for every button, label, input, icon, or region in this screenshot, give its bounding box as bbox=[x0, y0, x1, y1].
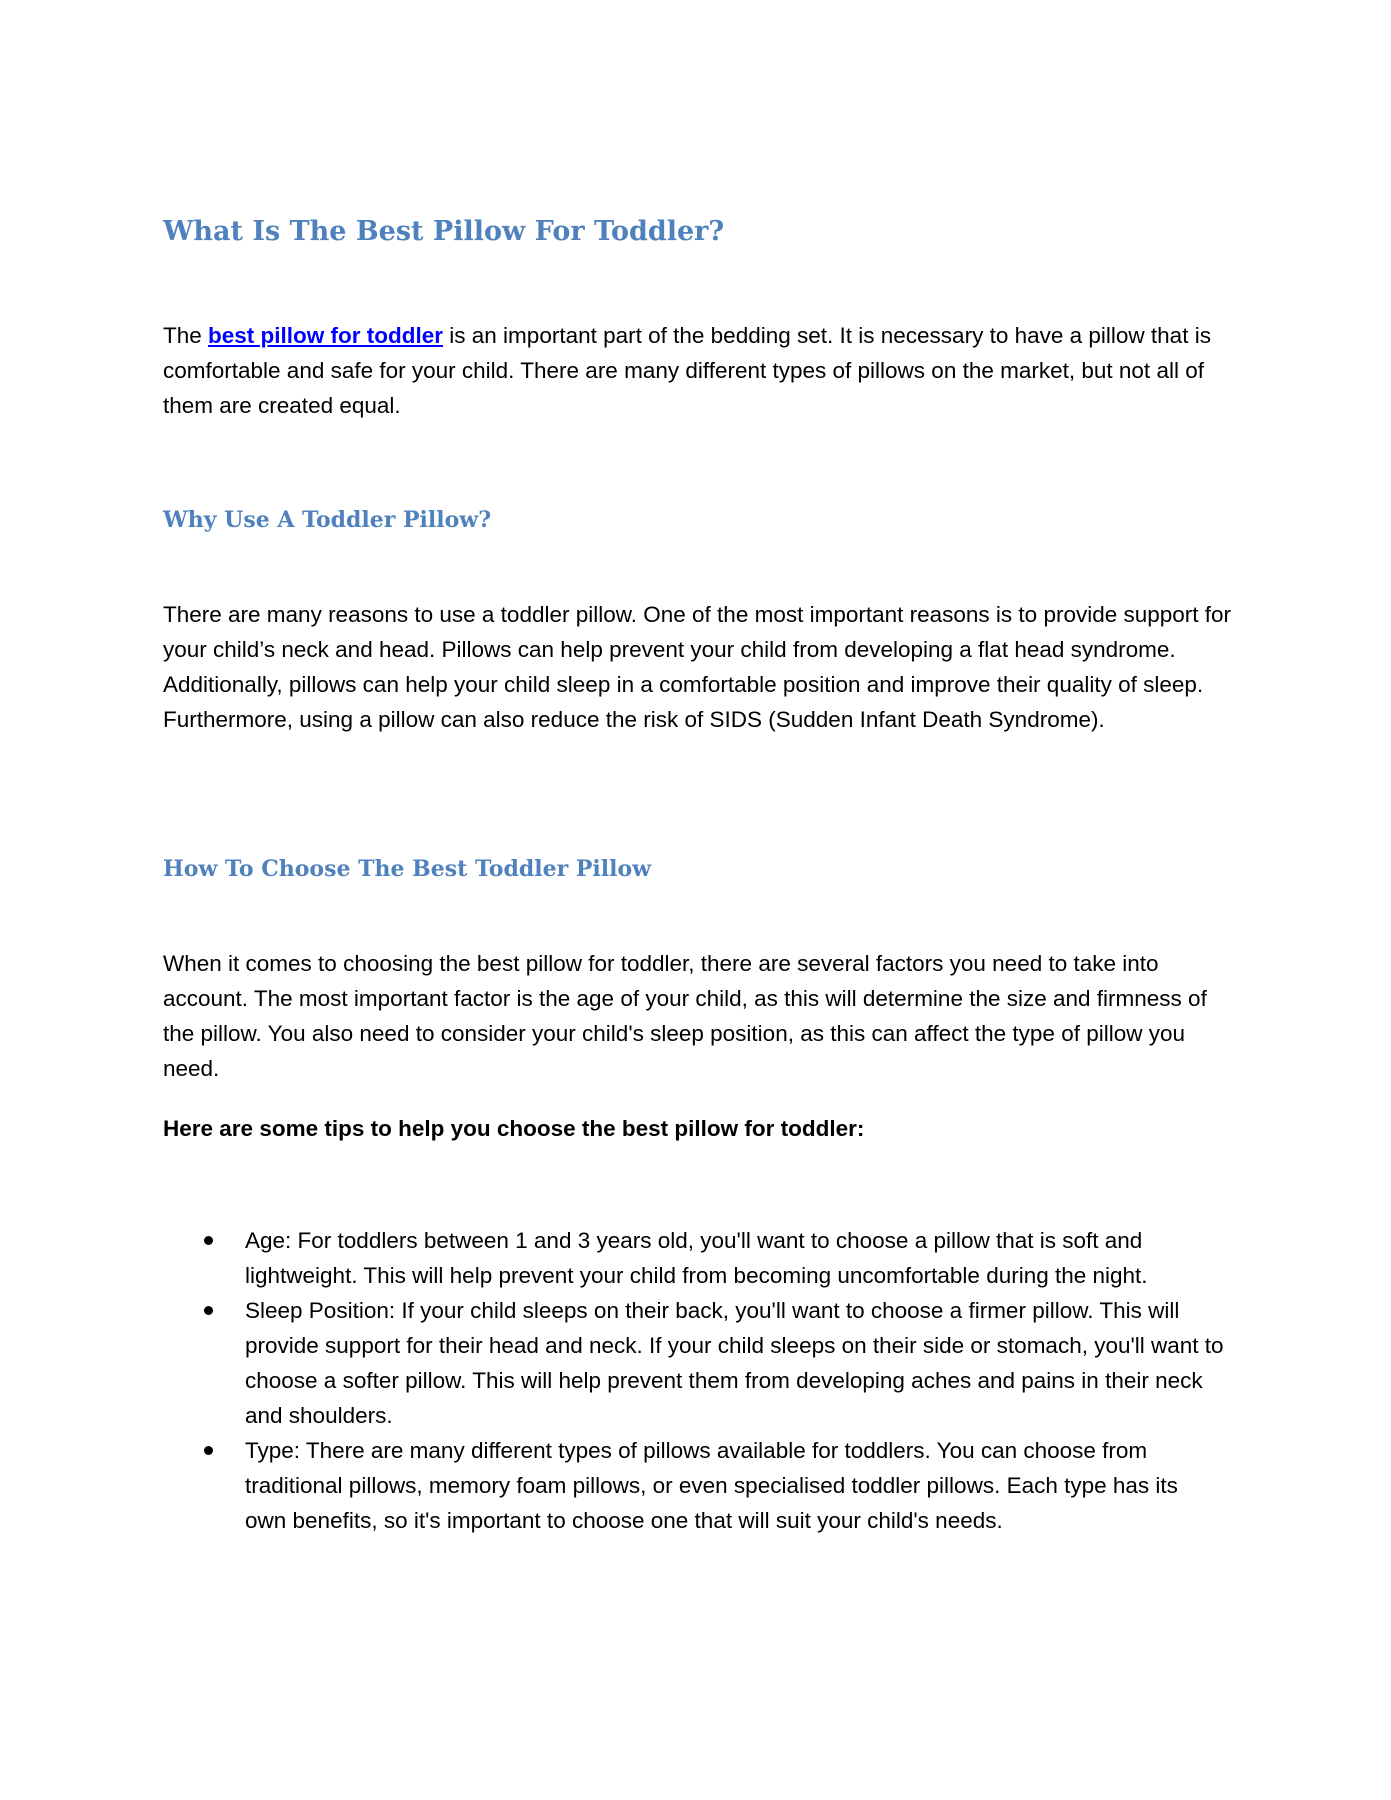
intro-text-after: is an important part of the bedding set. It is necessary to have a pillow that is comfortable and safe for your child. There are many different types of pillows on the market, but not all of them are created equal. bbox=[163, 323, 1211, 418]
why-heading: Why Use A Toddler Pillow? bbox=[163, 507, 492, 533]
bullet-icon bbox=[204, 1306, 213, 1315]
list-item bbox=[163, 1433, 1225, 1538]
list-item bbox=[163, 1293, 1225, 1433]
list-item bbox=[163, 1223, 1225, 1293]
bullet-icon bbox=[204, 1236, 213, 1245]
why-paragraph: There are many reasons to use a toddler pillow. One of the most important reasons is to provide support for your child’s neck and head. Pillows can help prevent your child from developing a flat head syndrome. Additionally, pillows can help your child sleep in a comfortable position and improve their quality of sleep. Furthermore, using a pillow can also reduce the risk of SIDS (Sudden Infant Death Syndrome). bbox=[163, 602, 1232, 732]
how-paragraph: When it comes to choosing the best pillow for toddler, there are several factors you need to take into account. The most important factor is the age of your child, as this will determine the size and firmness of the pillow. You also need to consider your child's sleep position, as this can affect the type of pillow you need. bbox=[163, 951, 1207, 1081]
intro-text-before: The bbox=[163, 323, 209, 348]
page-title: What Is The Best Pillow For Toddler? bbox=[163, 216, 725, 247]
bullet-icon bbox=[204, 1446, 213, 1455]
tip-age-text: Age: For toddlers between 1 and 3 years old, you'll want to choose a pillow that is soft and lightweight. This will help prevent your child from becoming uncomfortable during the night. bbox=[245, 1228, 1148, 1288]
tips-list bbox=[163, 1223, 1233, 1538]
how-heading: How To Choose The Best Toddler Pillow bbox=[163, 856, 652, 882]
tips-heading: Here are some tips to help you choose the best pillow for toddler: bbox=[163, 1116, 865, 1141]
tip-type-text: Type: There are many different types of pillows available for toddlers. You can choose from traditional pillows, memory foam pillows, or even specialised toddler pillows. Each type has its own benefits, so it's important to choose one that will suit your child's needs. bbox=[245, 1438, 1178, 1533]
tip-sleep-position-text: Sleep Position: If your child sleeps on their back, you'll want to choose a firmer pillow. This will provide support for their head and neck. If your child sleeps on their side or stomach, you'll want to choose a softer pillow. This will help prevent them from developing aches and pains in their neck and shoulders. bbox=[245, 1298, 1224, 1428]
best-pillow-link[interactable]: best pillow for toddler bbox=[208, 323, 444, 348]
intro-paragraph bbox=[163, 318, 1233, 423]
